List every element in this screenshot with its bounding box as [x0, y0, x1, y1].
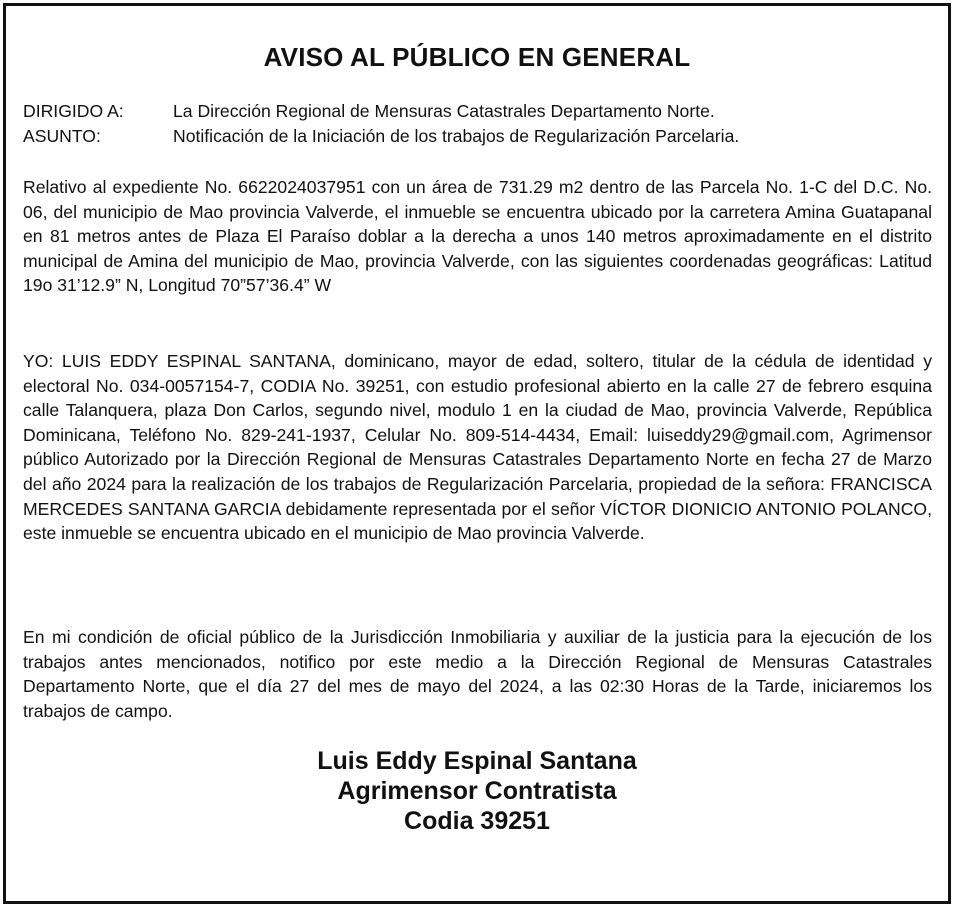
addressee-label: DIRIGIDO A: [23, 101, 124, 121]
signature-role: Agrimensor Contratista [337, 777, 617, 805]
subject-value: Notificación de la Iniciación de los trabajos de Regularización Parcelaria. [173, 126, 740, 146]
notice-frame [3, 3, 951, 904]
notice-title: AVISO AL PÚBLICO EN GENERAL [263, 42, 691, 72]
paragraph-property-details: Relativo al expediente No. 6622024037951 con un área de 731.29 m2 dentro de las Parcela No. 1-C del D.C. No. 06, del municipio de Mao provincia Valverde, el inmueble se encuentra ubicado por la carretera Amina Guatapanal en 81 metros antes de Plaza El Paraíso doblar a la derecha a unos 140 metros aproximadamente en el distrito municipal de Amina del municipio de Mao, provincia Valverde, con las siguientes coordenadas geográficas: Latitud 19o 31’12.9” N, Longitud 70”57’36.4” W [23, 177, 932, 296]
paragraph-surveyor-declaration: YO: LUIS EDDY ESPINAL SANTANA, dominicano, mayor de edad, soltero, titular de la cédula de identidad y electoral No. 034-0057154-7, CODIA No. 39251, con estudio profesional abierto en la calle 27 de febrero esquina calle Talanquera, plaza Don Carlos, segundo nivel, modulo 1 en la ciudad de Mao, provincia Valverde, República Dominicana, Teléfono No. 829-241-1937, Celular No. 809-514-4434, Email: luiseddy29@gmail.com, Agrimensor público Autorizado por la Dirección Regional de Mensuras Catastrales Departamento Norte en fecha 27 de Marzo del año 2024 para la realización de los trabajos de Regularización Parcelaria, propiedad de la señora: FRANCISCA MERCEDES SANTANA GARCIA debidamente representada por el señor VÍCTOR DIONICIO ANTONIO POLANCO, este inmueble se encuentra ubicado en el municipio de Mao provincia Valverde. [23, 351, 932, 544]
subject-label: ASUNTO: [23, 126, 101, 146]
header-row-subject [23, 124, 739, 149]
notice-header [23, 99, 739, 149]
signature-name: Luis Eddy Espinal Santana [317, 747, 637, 775]
header-row-addressee [23, 99, 739, 124]
addressee-value: La Dirección Regional de Mensuras Catastrales Departamento Norte. [173, 101, 715, 121]
signature-codia: Codia 39251 [404, 807, 550, 835]
paragraph-work-notification: En mi condición de oficial público de la Jurisdicción Inmobiliaria y auxiliar de la justicia para la ejecución de los trabajos antes mencionados, notifico por este medio a la Dirección Regional de Mensuras Catastrales Departamento Norte, que el día 27 del mes de mayo del 2024, a las 02:30 Horas de la Tarde, iniciaremos los trabajos de campo. [23, 627, 932, 721]
signature-block [6, 746, 948, 836]
